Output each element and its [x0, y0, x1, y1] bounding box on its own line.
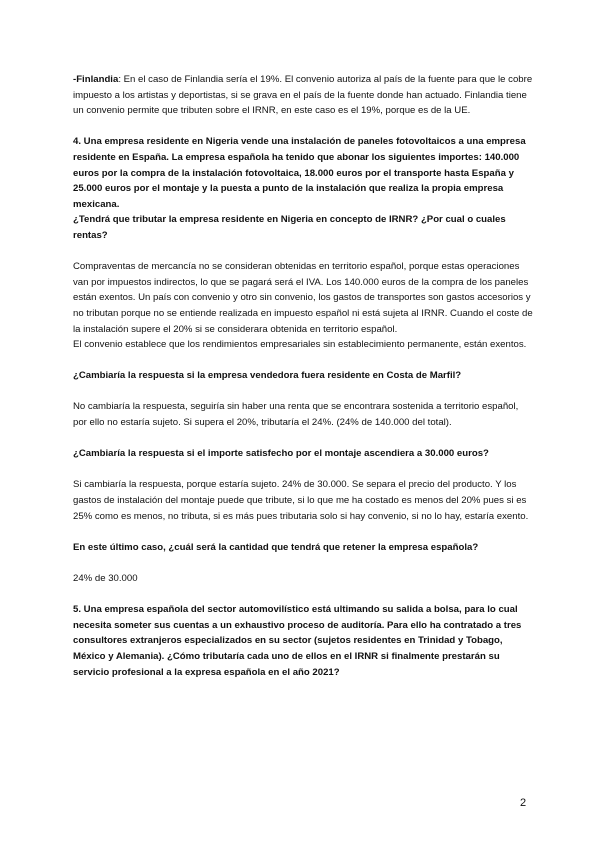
page-content [73, 72, 533, 680]
question-4-mid-1: euros por la compra de la instalación fotovoltaica, [73, 167, 305, 179]
answer-montaje: Si cambiaría la respuesta, porque estaría sujeto. 24% de 30.000. Se separa el precio del producto. Y los gastos de instalación del montaje puede que tribute, si lo que me ha costado es menos del 20% pues si es 25% como es menos, no tributa, si es más pues tributaria solo si hay convenio, si no lo hay, estaría exento. [73, 479, 529, 522]
question-4-amount-2: 18.000 [304, 167, 334, 179]
question-montaje-amount: 30.000 [424, 448, 455, 460]
question-4-amount-3: 25.000 [73, 183, 103, 195]
question-4-lead: 4. Una empresa residente en Nigeria vende una instalación de paneles fotovoltaicos a una empresa residente en España. La empresa española ha tenido que abonar los siguientes importes: [73, 136, 526, 163]
answer-4-paragraph: Compraventas de mercancía no se consideran obtenidas en territorio español, porque estas operaciones van por impuestos indirectos, lo que se pagará será el IVA. Los 140.000 euros de la compra de los paneles están exentos. Un país con convenio y otro sin convenio, los gastos de transportes son gastos accesorios y no tributan porque no se entiende realizada en impuesto español ni está sujeta al IRNR. Cuando el coste de la instalación supere el 20% si se considerara obtenida en territorio español. [73, 261, 533, 335]
question-montaje: ¿Cambiaría la respuesta si el importe satisfecho por el montaje ascendiera a 30.000 euros? [73, 448, 489, 460]
question-costa-de-marfil: ¿Cambiaría la respuesta si la empresa vendedora fuera residente en Costa de Marfil? [73, 370, 462, 382]
question-5: 5. Una empresa española del sector automovilístico está ultimando su salida a bolsa, para lo cual necesita someter sus cuentas a un exhaustivo proceso de auditoría. Para ello ha contratado a tres consultores extranjeros especializados en su sector (sujetos residentes en Trinidad y Tobago, México y Alemania). ¿Cómo tributaría cada uno de ellos en el IRNR si finalmente prestarán su servicio profesional a la expresa española en el año 2021? [73, 604, 522, 678]
finlandia-paragraph [73, 72, 533, 119]
question-4-mid-2: euros por el transporte hasta España y [333, 167, 514, 179]
question-4-tail: euros por el montaje y la puesta a punto de la instalación que realiza la propia empresa mexicana. [73, 183, 504, 210]
answer-costa-de-marfil: No cambiaría la respuesta, seguiría sin haber una renta que se encontrara sostenida a territorio español, por ello no estaría sujeto. Si supera el 20%, tributaría el 24%. (24% de 140.000 del total). [73, 401, 519, 429]
question-4 [73, 134, 533, 212]
question-5-year: 2021 [312, 666, 334, 678]
finlandia-label: -Finlandia [73, 74, 119, 85]
answer-4-paragraph-2: El convenio establece que los rendimientos empresariales sin establecimiento permanente, están exentos. [73, 339, 527, 351]
question-4-subquestion: ¿Tendrá que tributar la empresa residente en Nigeria en concepto de IRNR? ¿Por cual o cuales rentas? [73, 214, 506, 241]
page-number: 2 [520, 797, 527, 809]
answer-retener: 24% de 30.000 [73, 573, 138, 584]
finlandia-text: : En el caso de Finlandia sería el 19%. El convenio autoriza al país de la fuente para que le cobre impuesto a los artistas y deportistas, si se grava en el país de la fuente donde han actuado. Finlandia tiene un convenio permite que tributen sobre el IRNR, en este caso es el 19%, porque es de la UE. [73, 74, 533, 117]
question-4-amount-1: 140.000 [484, 151, 520, 163]
question-retener: En este último caso, ¿cuál será la cantidad que tendrá que retener la empresa española? [73, 541, 479, 553]
